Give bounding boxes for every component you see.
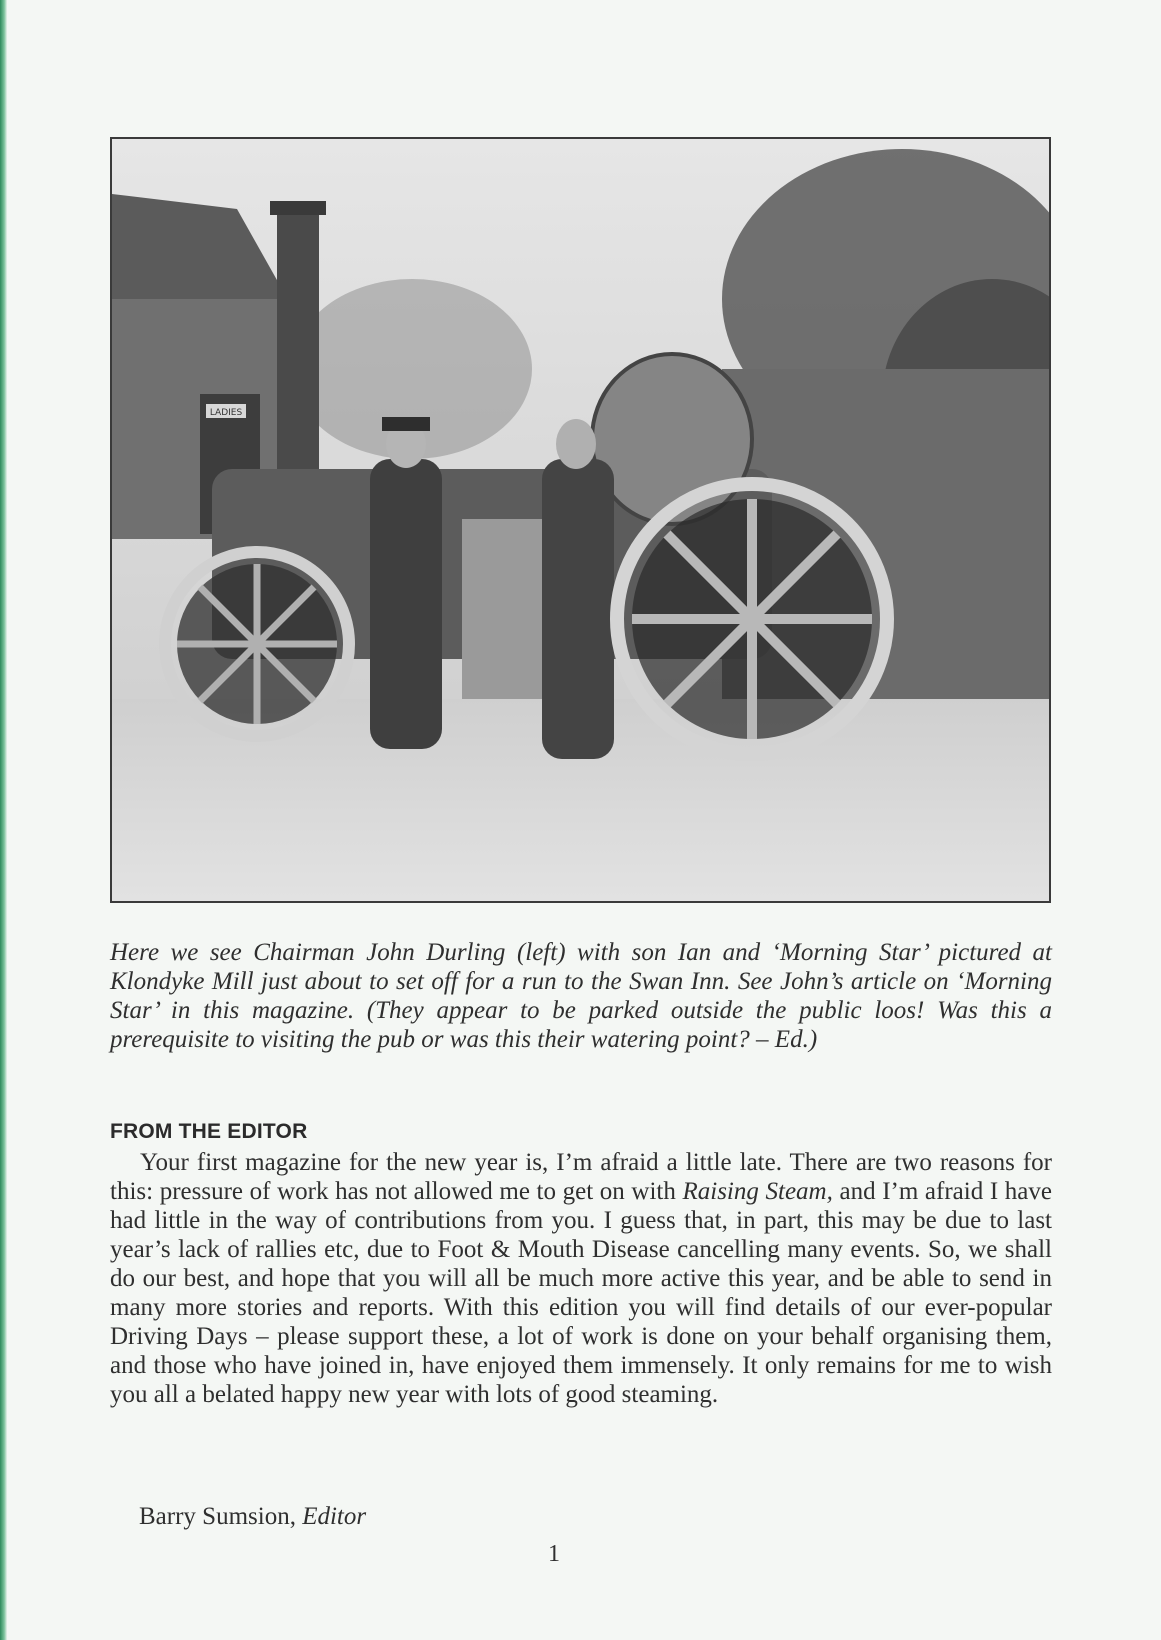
photo-rear-wheel-spokes xyxy=(632,499,872,739)
editorial-body xyxy=(110,1148,1052,1409)
editor-name: Barry Sumsion, xyxy=(139,1503,296,1530)
magazine-title: Raising Steam, xyxy=(682,1178,833,1205)
editor-signature xyxy=(139,1502,366,1531)
photo-illustration xyxy=(112,139,1049,901)
editorial-text-after-title: and I’m afraid I have had little in the way of contributions from you. I guess that, in part, this may be due to last year’s lack of rallies etc, due to Foot & Mouth Disease cancelling many events. So, we shall do our best, and hope that you will all be much more active this year, and be able to send in many more stories and reports. With this edition you will find details of our ever-popular Driving Days – please support these, a lot of work is done on your behalf organising them, and those who have joined in, have enjoyed them immensely. It only remains for me to wish you all a belated happy new year with lots of good steaming. xyxy=(110,1178,1052,1408)
photo-person-left xyxy=(370,459,442,749)
photo-front-wheel-spokes xyxy=(177,564,337,724)
traction-engine-photo xyxy=(110,137,1051,903)
photo-flywheel xyxy=(592,354,752,524)
editor-role: Editor xyxy=(302,1503,367,1530)
page-binding-edge xyxy=(0,0,7,1640)
photo-person-right-head xyxy=(556,419,596,469)
photo-person-right xyxy=(542,459,614,759)
photo-ladies-sign-text: LADIES xyxy=(209,408,243,418)
editorial-heading: FROM THE EDITOR xyxy=(110,1120,308,1143)
page-number: 1 xyxy=(548,1541,560,1567)
photo-chimney xyxy=(277,209,319,499)
photo-caption: Here we see Chairman John Durling (left) with son Ian and ‘Morning Star’ pictured at Klondyke Mill just about to set off for a run to the Swan Inn. See John’s article on ‘Morning Star’ in this magazine. (They appear to be parked outside the public loos! Was this a prerequisite to visiting the pub or was this their watering point? – Ed.) xyxy=(110,939,1052,1053)
photo-chimney-cap xyxy=(270,201,326,215)
editorial-text-before-title: Your first magazine for the new year is, I’m afraid a little late. There are two reasons for this: pressure of work has not allowed me to get on with xyxy=(110,1149,1052,1205)
photo-person-left-hat xyxy=(382,417,430,431)
